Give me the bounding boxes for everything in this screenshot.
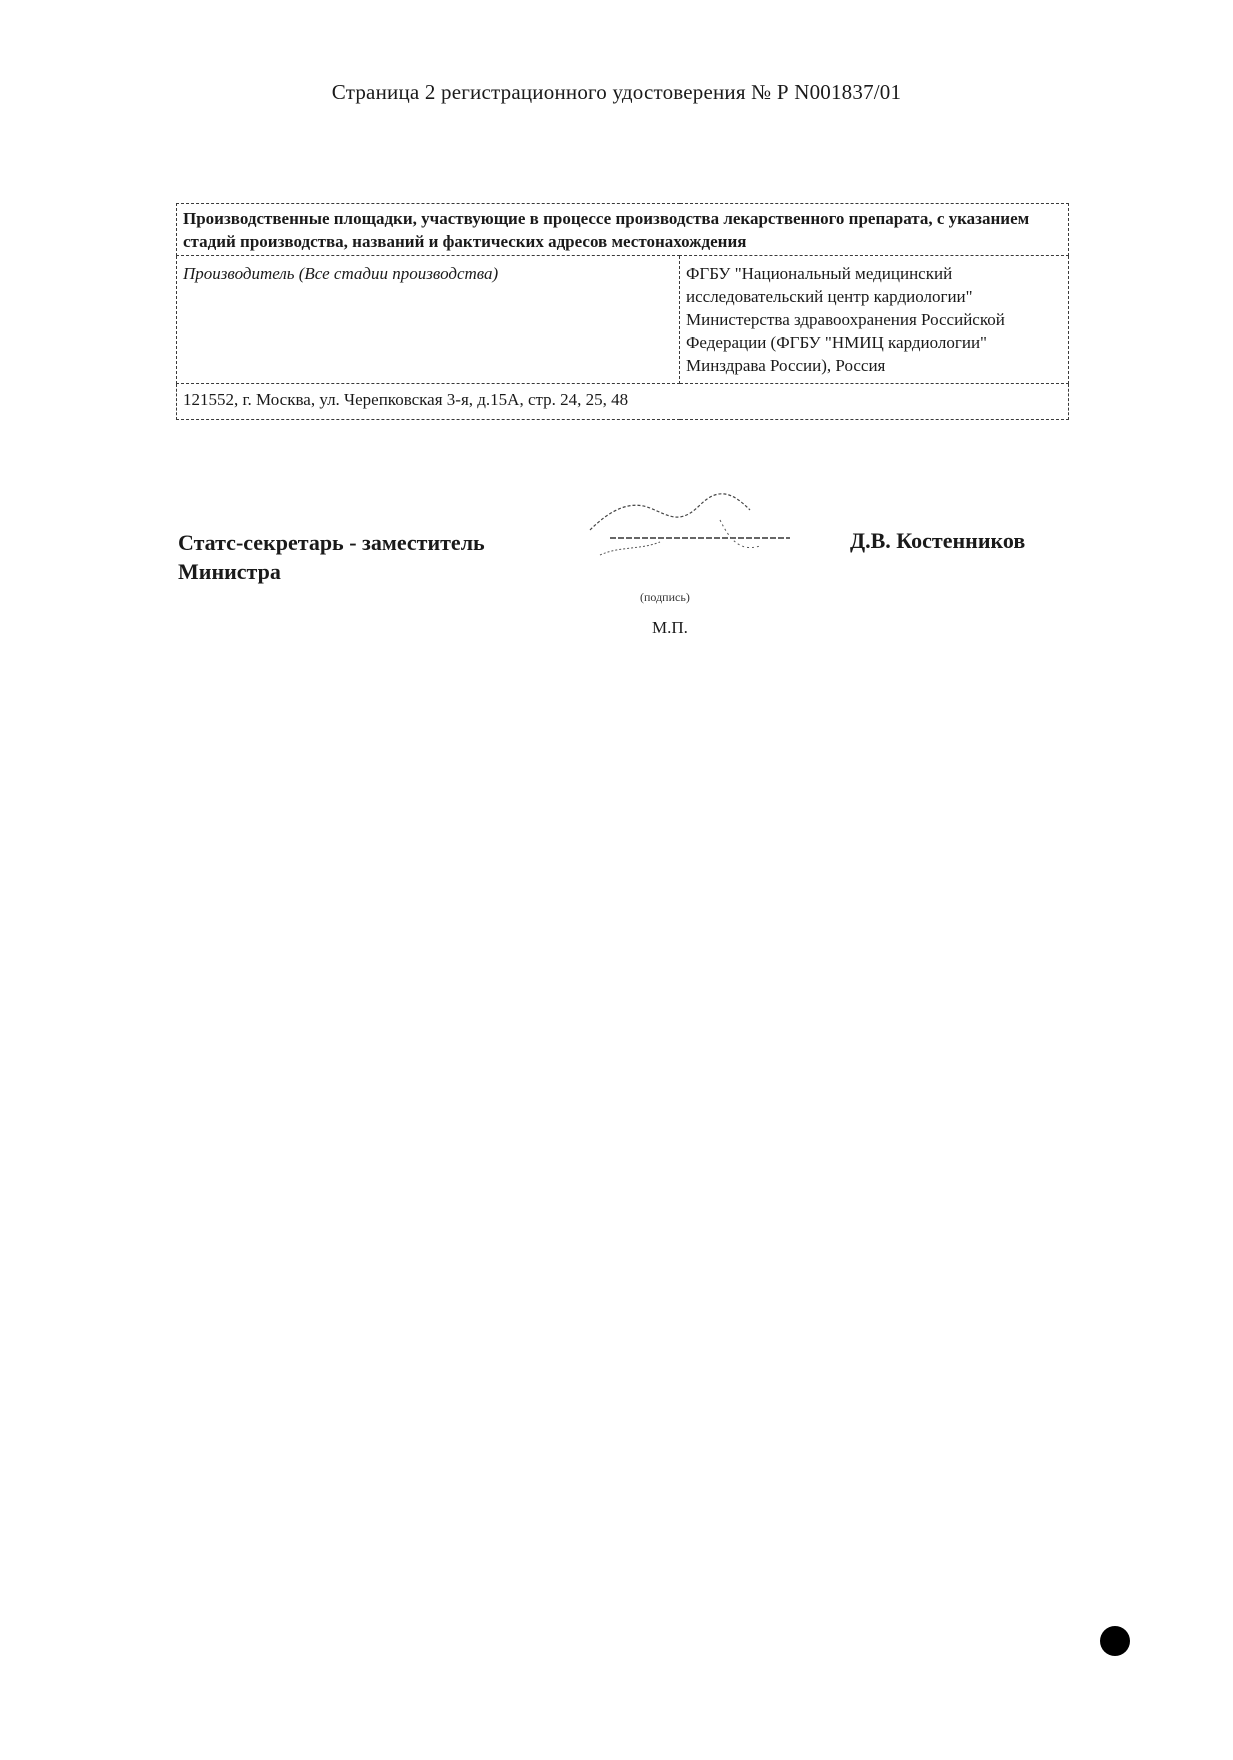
production-sites-table	[176, 203, 1069, 420]
production-sites-heading: Производственные площадки, участвующие в процессе производства лекарственного препарата, с указанием стадий производства, названий и фактических адресов местонахождения	[177, 204, 1069, 256]
table-row	[177, 256, 1069, 384]
handwritten-signature	[570, 480, 820, 570]
page-marker-dot	[1100, 1626, 1130, 1656]
signer-title-line1: Статс-секретарь - заместитель	[178, 530, 485, 555]
page-header: Страница 2 регистрационного удостоверения № Р N001837/01	[331, 80, 902, 104]
table-row	[177, 204, 1069, 256]
signer-title	[178, 528, 485, 586]
seal-mark: М.П.	[652, 618, 688, 637]
producer-address: 121552, г. Москва, ул. Черепковская 3-я, д.15А, стр. 24, 25, 48	[177, 384, 1069, 420]
signature-caption: (подпись)	[640, 590, 690, 604]
table-row	[177, 384, 1069, 420]
signer-title-line2: Министра	[178, 559, 281, 584]
signer-name: Д.В. Костенников	[850, 528, 1026, 553]
producer-role: Производитель (Все стадии производства)	[177, 256, 680, 384]
producer-organization: ФГБУ "Национальный медицинский исследовательский центр кардиологии" Министерства здравоохранения Российской Федерации (ФГБУ "НМИЦ кардиологии" Минздрава России), Россия	[680, 256, 1069, 384]
